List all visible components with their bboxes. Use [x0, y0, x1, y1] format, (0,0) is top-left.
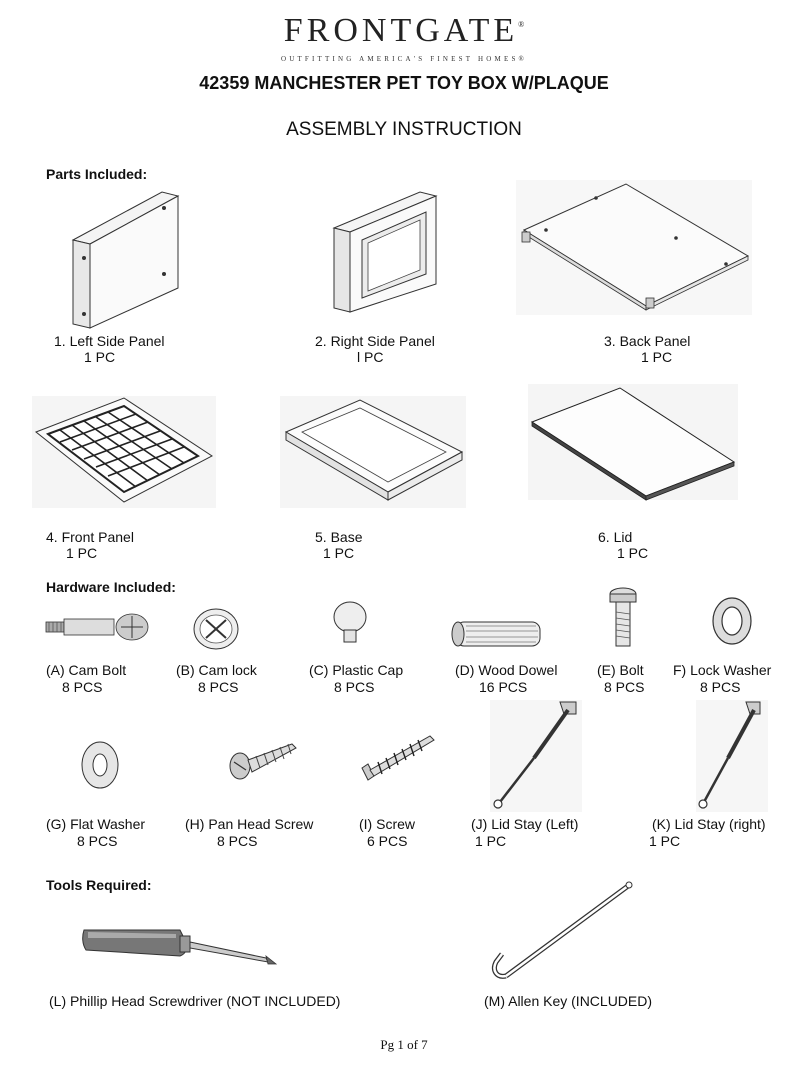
part-label: 1. Left Side Panel [54, 333, 165, 349]
tool-label: (M) Allen Key (INCLUDED) [484, 993, 653, 1009]
left-side-panel-illustration [70, 188, 185, 333]
brand-logo: FRONTGATE® [283, 12, 525, 49]
hardware-qty: 8 PCS [334, 679, 375, 695]
hardware-label: (A) Cam Bolt [46, 662, 127, 678]
tools-heading: Tools Required: [46, 877, 152, 893]
hardware-heading: Hardware Included: [46, 579, 176, 595]
lid-stay-left-illustration [490, 700, 582, 812]
part-qty: 1 PC [66, 545, 98, 561]
part-qty: 1 PC [617, 545, 649, 561]
part-label: 6. Lid [598, 529, 633, 545]
right-side-panel-illustration [332, 188, 442, 318]
hardware-qty: 8 PCS [77, 833, 118, 849]
plastic-cap-illustration [332, 600, 368, 644]
hardware-qty: 8 PCS [700, 679, 741, 695]
bolt-illustration [608, 586, 638, 648]
part-label: 5. Base [315, 529, 363, 545]
hardware-label: (I) Screw [359, 816, 415, 832]
front-panel-illustration [32, 396, 216, 508]
hardware-label: F) Lock Washer [673, 662, 772, 678]
hardware-qty: 1 PC [475, 833, 507, 849]
pan-head-screw-illustration [228, 738, 298, 782]
part-label: 2. Right Side Panel [315, 333, 435, 349]
parts-heading: Parts Included: [46, 166, 148, 182]
cam-bolt-illustration [46, 612, 150, 642]
base-illustration [280, 396, 466, 508]
document-subtitle: ASSEMBLY INSTRUCTION [286, 119, 522, 140]
hardware-qty: 6 PCS [367, 833, 408, 849]
lock-washer-illustration [710, 596, 754, 646]
hardware-label: (H) Pan Head Screw [185, 816, 314, 832]
hardware-label: (B) Cam lock [176, 662, 257, 678]
cam-lock-illustration [192, 606, 240, 652]
document-title: 42359 MANCHESTER PET TOY BOX W/PLAQUE [199, 73, 609, 93]
part-qty: 1 PC [641, 349, 673, 365]
screwdriver-illustration [80, 918, 280, 974]
part-qty: 1 PC [323, 545, 355, 561]
lid-illustration [528, 384, 738, 500]
brand-tagline: OUTFITTING AMERICA'S FINEST HOMES® [280, 55, 528, 63]
wood-dowel-illustration [450, 620, 546, 648]
back-panel-illustration [516, 180, 752, 315]
hardware-qty: 8 PCS [198, 679, 239, 695]
part-label: 3. Back Panel [604, 333, 691, 349]
page-number: Pg 1 of 7 [380, 1037, 428, 1052]
hardware-label: (C) Plastic Cap [309, 662, 404, 678]
hardware-qty: 1 PC [649, 833, 681, 849]
hardware-qty: 8 PCS [62, 679, 103, 695]
hardware-qty: 16 PCS [479, 679, 528, 695]
hardware-qty: 8 PCS [604, 679, 645, 695]
part-label: 4. Front Panel [46, 529, 134, 545]
hardware-label: (G) Flat Washer [46, 816, 146, 832]
flat-washer-illustration [80, 740, 120, 790]
hardware-label: (E) Bolt [597, 662, 644, 678]
tool-label: (L) Phillip Head Screwdriver (NOT INCLUDED) [49, 993, 341, 1009]
part-qty: l PC [357, 349, 384, 365]
allen-key-illustration [488, 878, 638, 988]
hardware-qty: 8 PCS [217, 833, 258, 849]
screw-illustration [360, 728, 438, 788]
part-qty: 1 PC [84, 349, 116, 365]
hardware-label: (K) Lid Stay (right) [652, 816, 766, 832]
hardware-label: (D) Wood Dowel [455, 662, 558, 678]
lid-stay-right-illustration [696, 700, 768, 812]
hardware-label: (J) Lid Stay (Left) [471, 816, 579, 832]
